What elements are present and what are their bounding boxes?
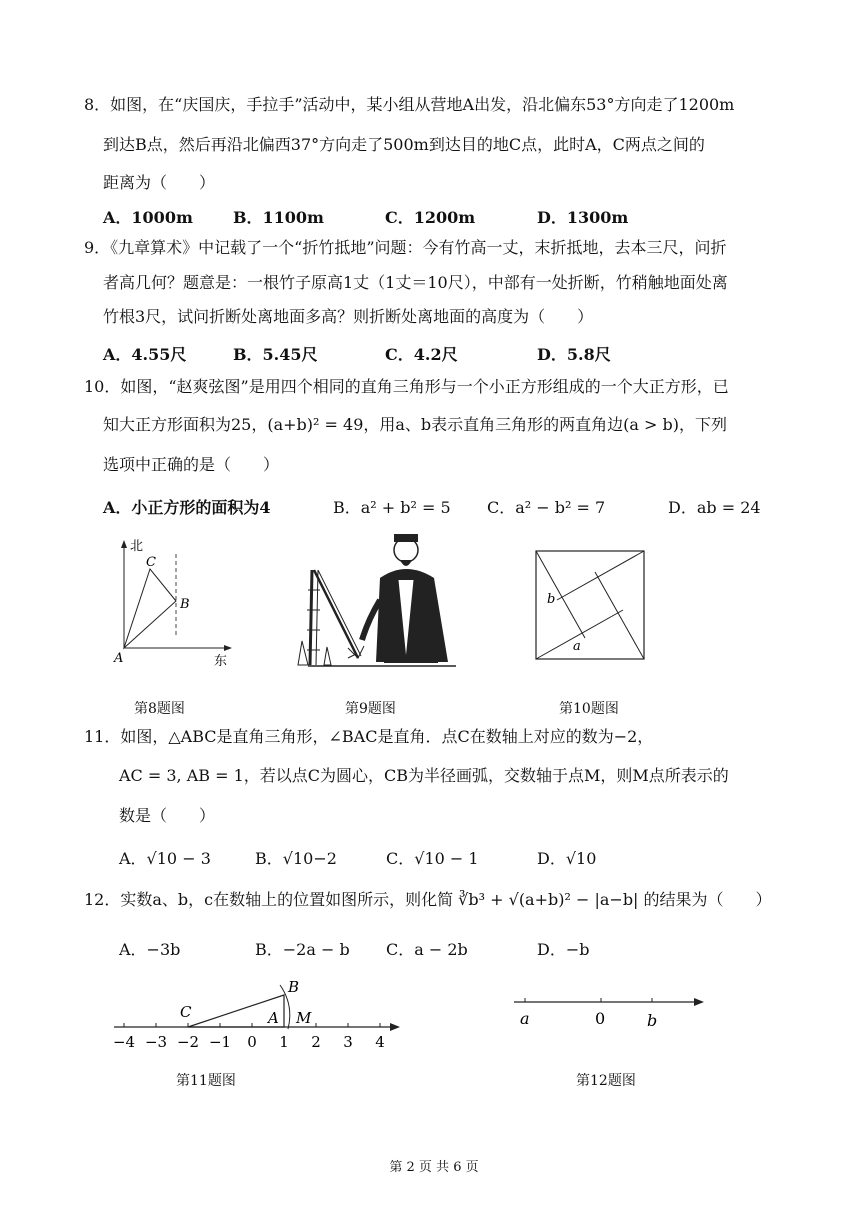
- side-b-label: b: [547, 592, 556, 607]
- svg-text:1: 1: [279, 1033, 289, 1051]
- triangle-abc: [124, 569, 176, 648]
- svg-text:0: 0: [247, 1033, 257, 1051]
- q11-line-3: 数是（ ）: [119, 806, 216, 825]
- point-b-label: B: [180, 597, 190, 612]
- q9-option-c: C．4.2尺: [385, 345, 458, 364]
- q9-line-1: 9．《九章算术》中记载了一个“折竹抵地”问题：今有竹高一丈，末折抵地，去本三尺，问折: [84, 238, 727, 257]
- page-footer: 第 2 页 共 6 页: [389, 1160, 479, 1175]
- scholar-arm: [362, 600, 380, 640]
- east-arrow: [224, 645, 232, 651]
- q10-option-c: C．a² − b² = 7: [487, 498, 606, 517]
- q9-line-3: 竹根3尺，试问折断处离地面多高？则折断处离地面的高度为（ ）: [103, 307, 594, 326]
- q12-option-c: C．a − 2b: [386, 940, 468, 959]
- svg-text:2: 2: [311, 1033, 321, 1051]
- q9-line-2: 者高几何？题意是：一根竹子原高1丈（1丈＝10尺），中部有一处折断，竹稍触地面处离: [103, 273, 728, 292]
- figure-8: [110, 538, 240, 668]
- bamboo-stem-edge: [316, 570, 318, 665]
- q12-option-b: B．−2a − b: [255, 940, 350, 959]
- q11-option-a: A．√10 − 3: [119, 849, 211, 868]
- figure-9: [288, 530, 458, 670]
- q9-option-a: A．4.55尺: [103, 345, 187, 364]
- q8-option-c: C．1200m: [385, 208, 476, 227]
- tick-labels: [113, 1033, 385, 1051]
- q11-line-1: 11．如图，△ABC是直角三角形，∠BAC是直角．点C在数轴上对应的数为−2，: [84, 727, 654, 746]
- svg-text:4: 4: [375, 1033, 385, 1051]
- q9-option-b: B．5.45尺: [233, 345, 318, 364]
- q8-line-1: 8．如图，在“庆国庆，手拉手”活动中，某小组从营地A出发，沿北偏东53°方向走了1200m: [84, 95, 735, 114]
- fig11-caption: 第11题图: [176, 1073, 236, 1089]
- point-b-12: b: [647, 1011, 658, 1030]
- scholar-beard: [400, 560, 412, 566]
- label-m: M: [296, 1009, 312, 1027]
- point-zero-12: 0: [595, 1009, 606, 1028]
- q8-option-a: A．1000m: [103, 208, 193, 227]
- label-a: A: [268, 1009, 279, 1027]
- q9-option-d: D．5.8尺: [537, 345, 611, 364]
- figure-12: [510, 990, 710, 1040]
- q8-option-b: B．1100m: [233, 208, 324, 227]
- svg-text:−4: −4: [112, 1033, 136, 1051]
- q12-option-a: A．−3b: [119, 940, 181, 959]
- svg-text:−1: −1: [208, 1033, 232, 1051]
- scholar-hat: [394, 534, 418, 542]
- svg-text:−2: −2: [176, 1033, 200, 1051]
- point-c-label: C: [146, 555, 156, 570]
- fig9-caption: 第9题图: [345, 701, 396, 717]
- side-a-label: a: [573, 639, 581, 654]
- figure-11: [110, 975, 410, 1055]
- point-a-label: A: [114, 651, 124, 666]
- label-c: C: [180, 1003, 192, 1021]
- bamboo-shoot-2: [324, 647, 331, 665]
- q11-line-2: AC = 3, AB = 1，若以点C为圆心，CB为半径画弧，交数轴于点M，则M点所表示的: [119, 766, 729, 785]
- north-label: 北: [130, 539, 144, 554]
- fig12-caption: 第12题图: [576, 1073, 636, 1089]
- label-b: B: [288, 978, 300, 996]
- q10-option-d: D．ab = 24: [668, 498, 761, 517]
- q11-option-d: D．√10: [537, 849, 597, 868]
- fig8-caption: 第8题图: [134, 701, 185, 717]
- svg-text:3: 3: [343, 1033, 353, 1051]
- q11-option-c: C．√10 − 1: [386, 849, 479, 868]
- q10-option-b: B．a² + b² = 5: [333, 498, 451, 517]
- broken-bamboo: [314, 570, 358, 658]
- north-arrow: [121, 540, 127, 548]
- point-a-12: a: [520, 1009, 530, 1028]
- q12-line: 12．实数a、b，c在数轴上的位置如图所示，则化简 ∛b³ + √(a+b)² − |a−b| 的结果为（ ）: [84, 890, 772, 909]
- q8-line-2: 到达B点，然后再沿北偏西37°方向走了500m到达目的地C点，此时A，C两点之间的: [103, 135, 705, 154]
- number-line-arrow: [390, 1023, 400, 1031]
- bamboo-nodes: [307, 590, 320, 650]
- bamboo-stem: [310, 570, 312, 665]
- number-line-12-arrow: [694, 998, 704, 1006]
- svg-text:−3: −3: [144, 1033, 168, 1051]
- q8-line-3: 距离为（ ）: [103, 173, 216, 192]
- q11-option-b: B．√10−2: [255, 849, 337, 868]
- figure-10: [535, 550, 645, 660]
- q10-line-2: 知大正方形面积为25，(a+b)² = 49，用a、b表示直角三角形的两直角边(a > b)，下列: [103, 415, 728, 434]
- q10-line-1: 10．如图，“赵爽弦图”是用四个相同的直角三角形与一个小正方形组成的一个大正方形，已: [84, 377, 729, 396]
- east-label: 东: [214, 654, 228, 669]
- bamboo-shoot-1: [298, 641, 308, 665]
- q10-line-3: 选项中正确的是（ ）: [103, 455, 280, 474]
- q8-option-d: D．1300m: [537, 208, 629, 227]
- q12-option-d: D．−b: [537, 940, 590, 959]
- q10-option-a: A．小正方形的面积为4: [103, 498, 271, 517]
- fig10-caption: 第10题图: [559, 701, 619, 717]
